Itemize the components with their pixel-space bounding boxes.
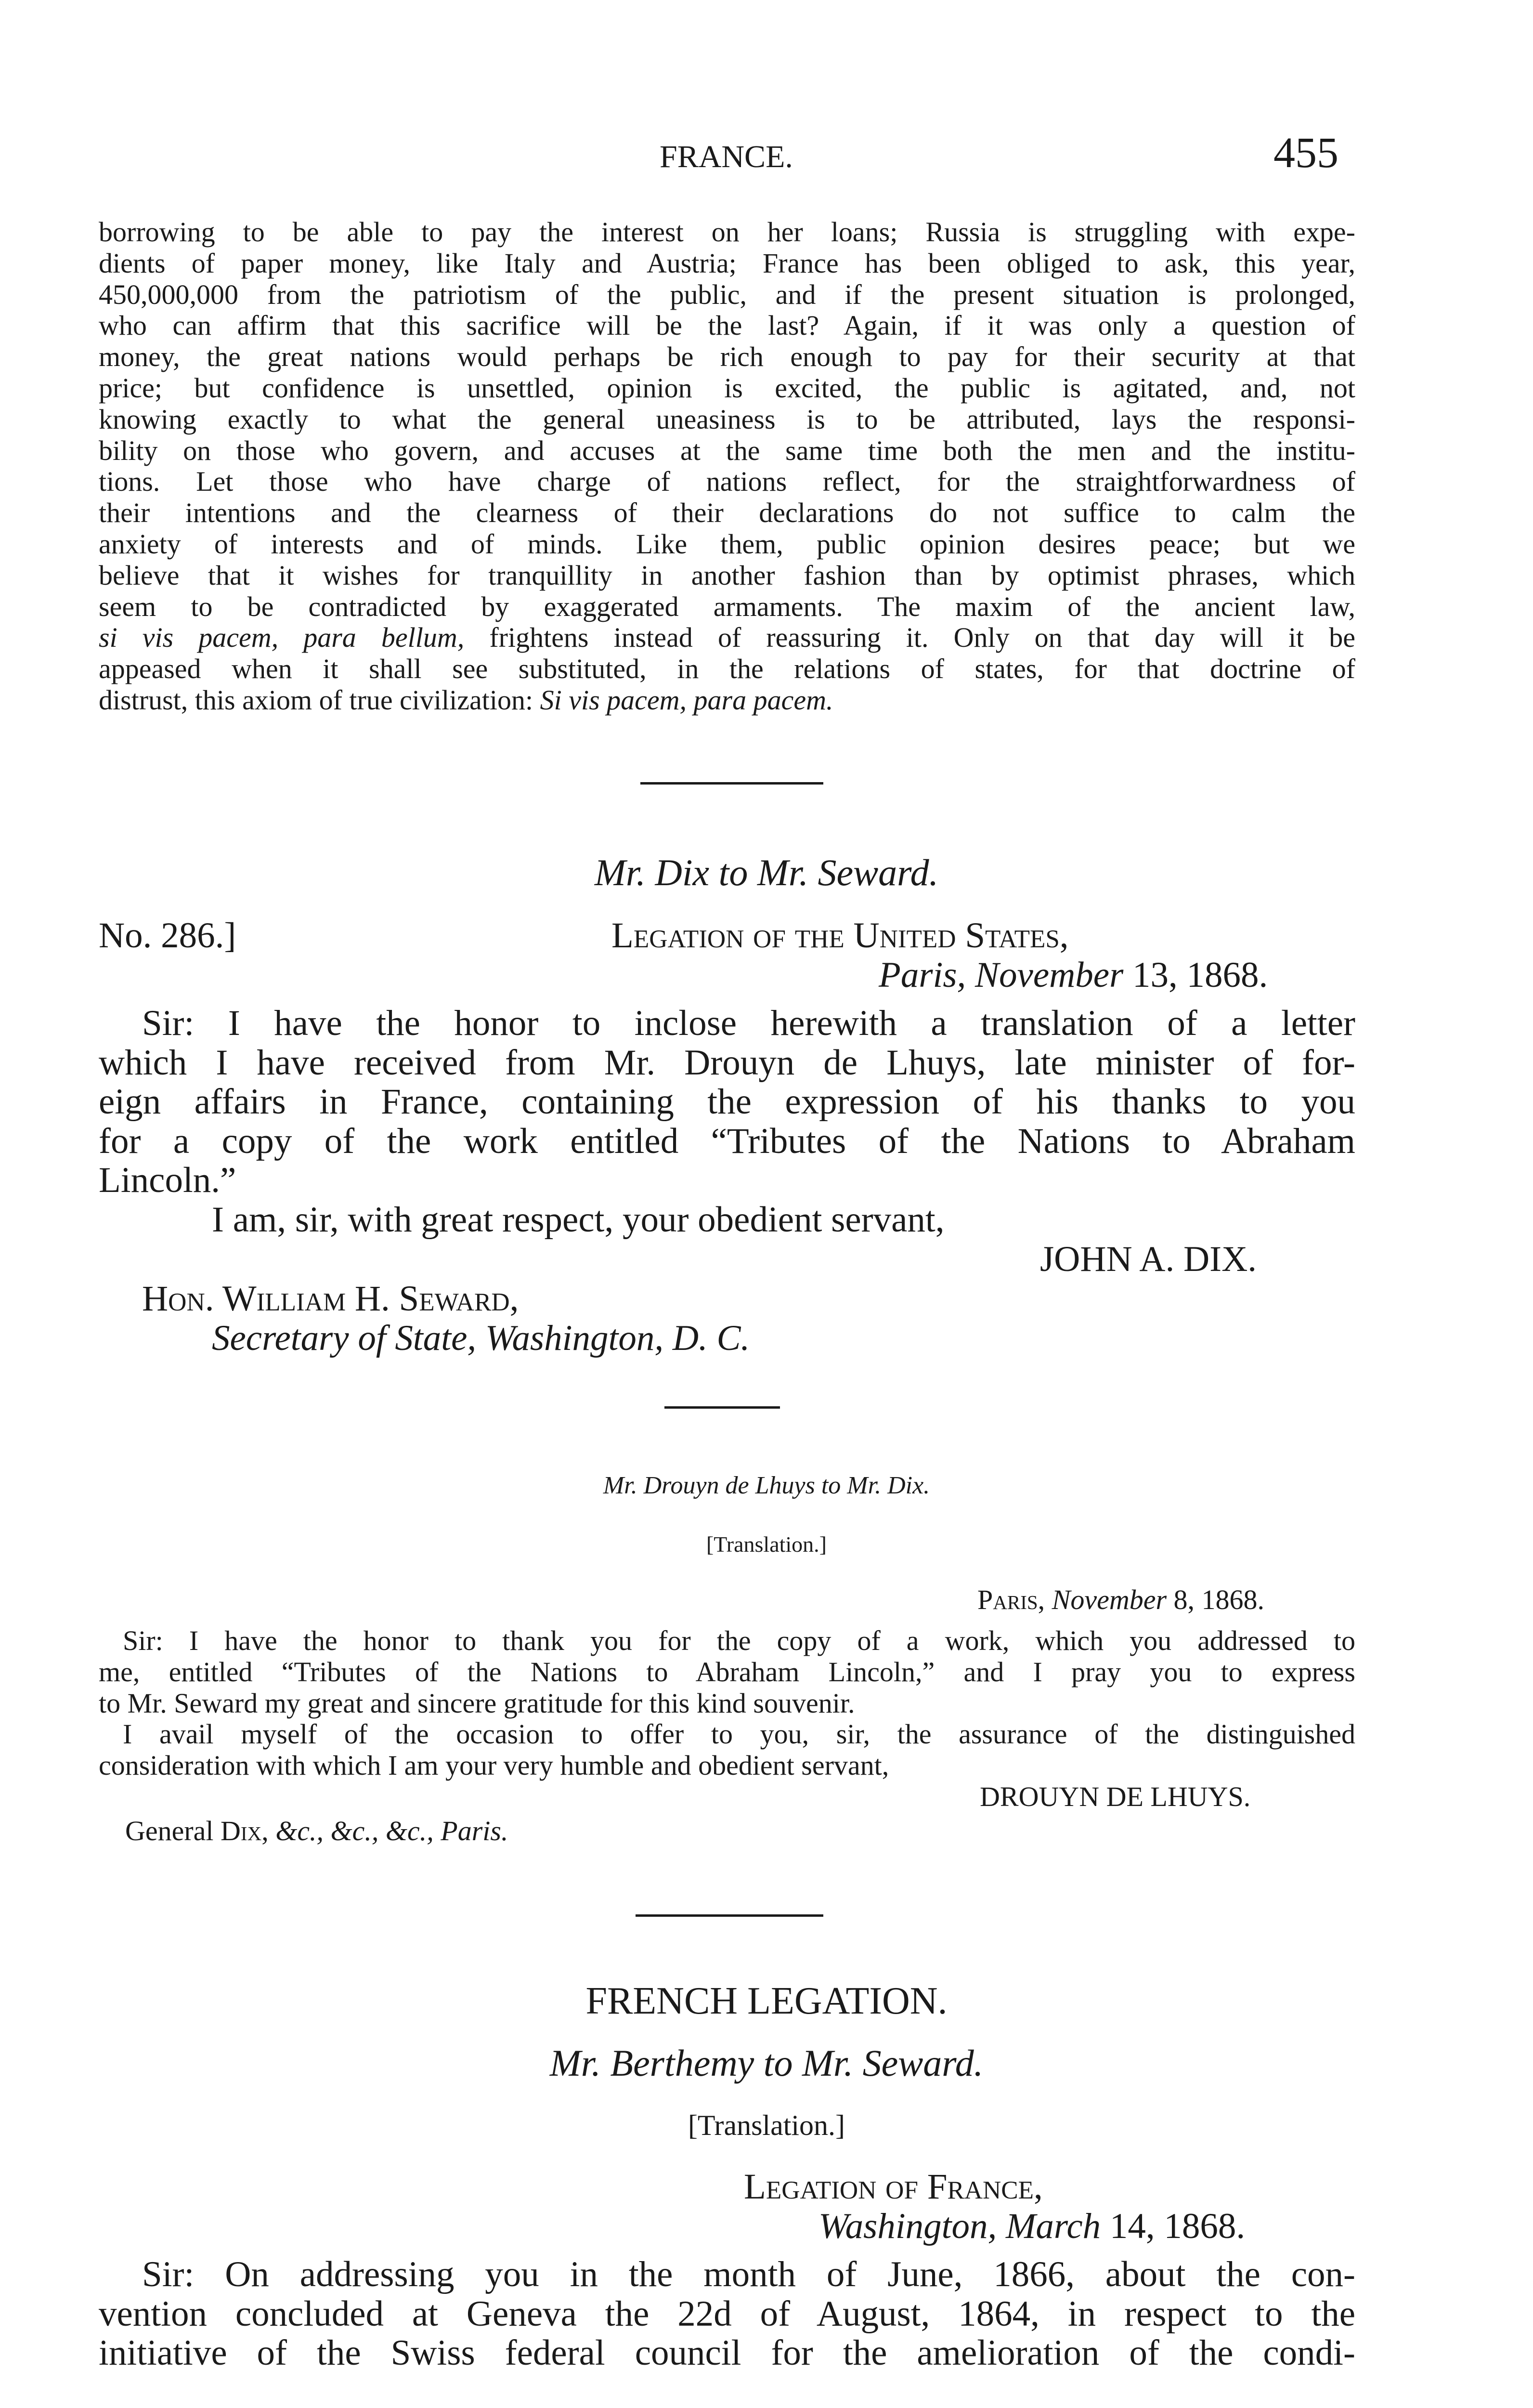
letter1-addressee-title: Secretary of State, Washington, D. C.	[212, 1318, 750, 1358]
running-title: FRANCE.	[660, 139, 793, 174]
para1-line-10: their intentions and the clearness of their declarations do not suffice to calm the	[99, 497, 1355, 529]
letter2-addressee-name: Dix,	[221, 1815, 269, 1846]
para1-line-16-start: distrust, this axiom of true civilization:	[99, 684, 540, 716]
letter2-body-line-1: Sir: I have the honor to thank you for the copy of a work, which you addressed to	[123, 1625, 1355, 1656]
letter2-date-rest: 8, 1868.	[1167, 1584, 1265, 1615]
letter2-addressee-start: General	[125, 1815, 221, 1846]
letter2-body-line-2: me, entitled “Tributes of the Nations to Abraham Lincoln,” and I pray you to express	[99, 1656, 1355, 1688]
para1-line-11: anxiety of interests and of minds. Like them, public opinion desires peace; but we	[99, 528, 1355, 560]
letter1-addressee: Hon. William H. Seward,	[142, 1279, 519, 1319]
letter2-closing-line-1: I avail myself of the occasion to offer to you, sir, the assurance of the distinguished	[123, 1718, 1355, 1750]
para1-line-1: borrowing to be able to pay the interest on her loans; Russia is struggling with expe-	[99, 216, 1355, 248]
letter1-body-last: Lincoln.”	[99, 1160, 236, 1201]
letter1-place-month: Paris, November	[879, 955, 1124, 995]
letter2-addressee-rest: &c., &c., &c., Paris.	[268, 1815, 508, 1846]
letter1-place-date	[879, 955, 1268, 995]
letter1-body-line-1: Sir: I have the honor to inclose herewith a translation of a letter	[142, 1003, 1355, 1043]
section-divider-1	[640, 782, 823, 785]
letter2-place: Paris,	[977, 1584, 1045, 1615]
letter2-closing-line-2: consideration with which I am your very humble and obedient servant,	[99, 1750, 889, 1781]
letter1-date-tail: 13, 1868.	[1123, 955, 1268, 995]
letter2-body-last: to Mr. Seward my great and sincere gratitude for this kind souvenir.	[99, 1687, 855, 1719]
letter1-body-line-4: for a copy of the work entitled “Tributes of the Nations to Abraham	[99, 1121, 1355, 1161]
section2-body-line-2: vention concluded at Geneva the 22d of August, 1864, in respect to the	[99, 2293, 1355, 2334]
letter2-month: November	[1045, 1584, 1167, 1615]
maxim-pacem: Si vis pacem, para pacem.	[540, 684, 833, 716]
section2-translation-note: [Translation.]	[688, 2109, 845, 2141]
section-divider-3	[636, 1914, 823, 1917]
para1-line-14	[99, 622, 1355, 654]
letter2-addressee	[125, 1816, 508, 1847]
letter1-legation: Legation of the United States,	[611, 916, 1069, 955]
section-divider-2	[664, 1406, 780, 1409]
letter2-heading: Mr. Drouyn de Lhuys to Mr. Dix.	[603, 1472, 930, 1499]
para1-line-3: 450,000,000 from the patriotism of the public, and if the present situation is prolonged,	[99, 278, 1355, 310]
section2-body-line-3: initiative of the Swiss federal council for the amelioration of the condi-	[99, 2333, 1355, 2373]
letter2-place-date	[977, 1584, 1264, 1616]
section2-place-month: Washington, March	[818, 2206, 1101, 2246]
para1-line-7: knowing exactly to what the general uneasiness is to be attributed, lays the responsi-	[99, 403, 1355, 435]
letter1-number: No. 286.]	[99, 916, 236, 955]
para1-line-5: money, the great nations would perhaps be rich enough to pay for their security at that	[99, 341, 1355, 373]
section2-place-date	[818, 2207, 1245, 2246]
para1-line-12: believe that it wishes for tranquillity in another fashion than by optimist phrases, which	[99, 559, 1355, 591]
para1-line-4: who can affirm that this sacrifice will be the last? Again, if it was only a question of	[99, 310, 1355, 341]
letter2-signature: DROUYN DE LHUYS.	[980, 1781, 1251, 1812]
section2-body-line-1: Sir: On addressing you in the month of June, 1866, about the con-	[142, 2254, 1355, 2294]
para1-line-14-rest: frightens instead of reassuring it. Only on that day will it be	[464, 622, 1355, 654]
para1-line-15: appeased when it shall see substituted, in the relations of states, for that doctrine of	[99, 653, 1355, 685]
section2-heading: Mr. Berthemy to Mr. Seward.	[549, 2042, 984, 2084]
para1-line-2: dients of paper money, like Italy and Austria; France has been obliged to ask, this year,	[99, 247, 1355, 279]
section2-date-tail: 14, 1868.	[1101, 2206, 1246, 2246]
section2-title: FRENCH LEGATION.	[585, 1980, 948, 2022]
page-number: 455	[1273, 129, 1338, 177]
para1-line-8: bility on those who govern, and accuses at the same time both the men and the institu-	[99, 434, 1355, 466]
para1-line-13: seem to be contradicted by exaggerated armaments. The maxim of the ancient law,	[99, 590, 1355, 622]
letter1-heading: Mr. Dix to Mr. Seward.	[594, 851, 939, 893]
para1-line-16	[99, 685, 833, 716]
section2-legation: Legation of France,	[744, 2167, 1043, 2207]
letter1-closing: I am, sir, with great respect, your obedient servant,	[212, 1200, 945, 1240]
letter1-signature: JOHN A. DIX.	[1040, 1239, 1257, 1279]
letter1-body-line-2: which I have received from Mr. Drouyn de Lhuys, late minister of for-	[99, 1042, 1355, 1083]
letter2-translation-note: [Translation.]	[706, 1532, 827, 1557]
maxim-bellum: si vis pacem, para bellum,	[99, 622, 465, 654]
para1-line-6: price; but confidence is unsettled, opinion is excited, the public is agitated, and, not	[99, 372, 1355, 404]
letter1-body-line-3: eign affairs in France, containing the expression of his thanks to you	[99, 1082, 1355, 1122]
para1-line-9: tions. Let those who have charge of nations reflect, for the straightforwardness of	[99, 466, 1355, 497]
